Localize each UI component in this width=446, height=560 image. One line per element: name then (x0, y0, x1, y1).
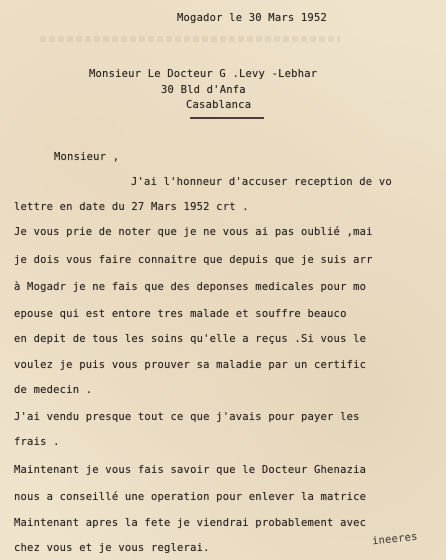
body-line: Maintenant je vous fais savoir que le Docteur Ghenazia (14, 464, 367, 476)
recipient-address: 30 Bld d'Anfa (161, 84, 246, 96)
body-line: epouse qui est entore tres malade et souffre beauco (14, 308, 347, 320)
body-line: J'ai vendu presque tout ce que j'avais pour payer les (14, 411, 360, 423)
body-line: voulez je puis vous prouver sa maladie par un certific (14, 359, 367, 371)
body-line: je dois vous faire connaitre que depuis que je suis arr (14, 254, 373, 266)
body-line: ineeres (371, 530, 419, 548)
underline-rule (190, 117, 264, 119)
body-line: frais . (14, 436, 60, 448)
body-line: Je vous prie de noter que je ne vous ai pas oublié ,mai (14, 226, 373, 238)
body-line: Maintenant apres la fete je viendrai probablement avec (14, 517, 367, 529)
body-line: à Mogadr je ne fais que des deponses medicales pour mo (14, 281, 367, 293)
date-line: Mogador le 30 Mars 1952 (177, 12, 327, 24)
salutation: Monsieur , (54, 151, 120, 163)
recipient-city: Casablanca (186, 99, 252, 111)
body-line: en depit de tous les soins qu'elle a reçus .Si vous le (14, 333, 367, 345)
body-line: nous a conseillé une operation pour enlever la matrice (14, 491, 367, 503)
body-line: lettre en date du 27 Mars 1952 crt . (14, 201, 249, 213)
recipient-name: Monsieur Le Docteur G .Levy -Lebhar (89, 68, 318, 80)
body-line: chez vous et je vous reglerai. (14, 542, 210, 554)
body-line: J'ai l'honneur d'accuser reception de vo (131, 176, 392, 188)
body-line: de medecin . (14, 384, 93, 396)
faded-typed-line (40, 36, 340, 42)
